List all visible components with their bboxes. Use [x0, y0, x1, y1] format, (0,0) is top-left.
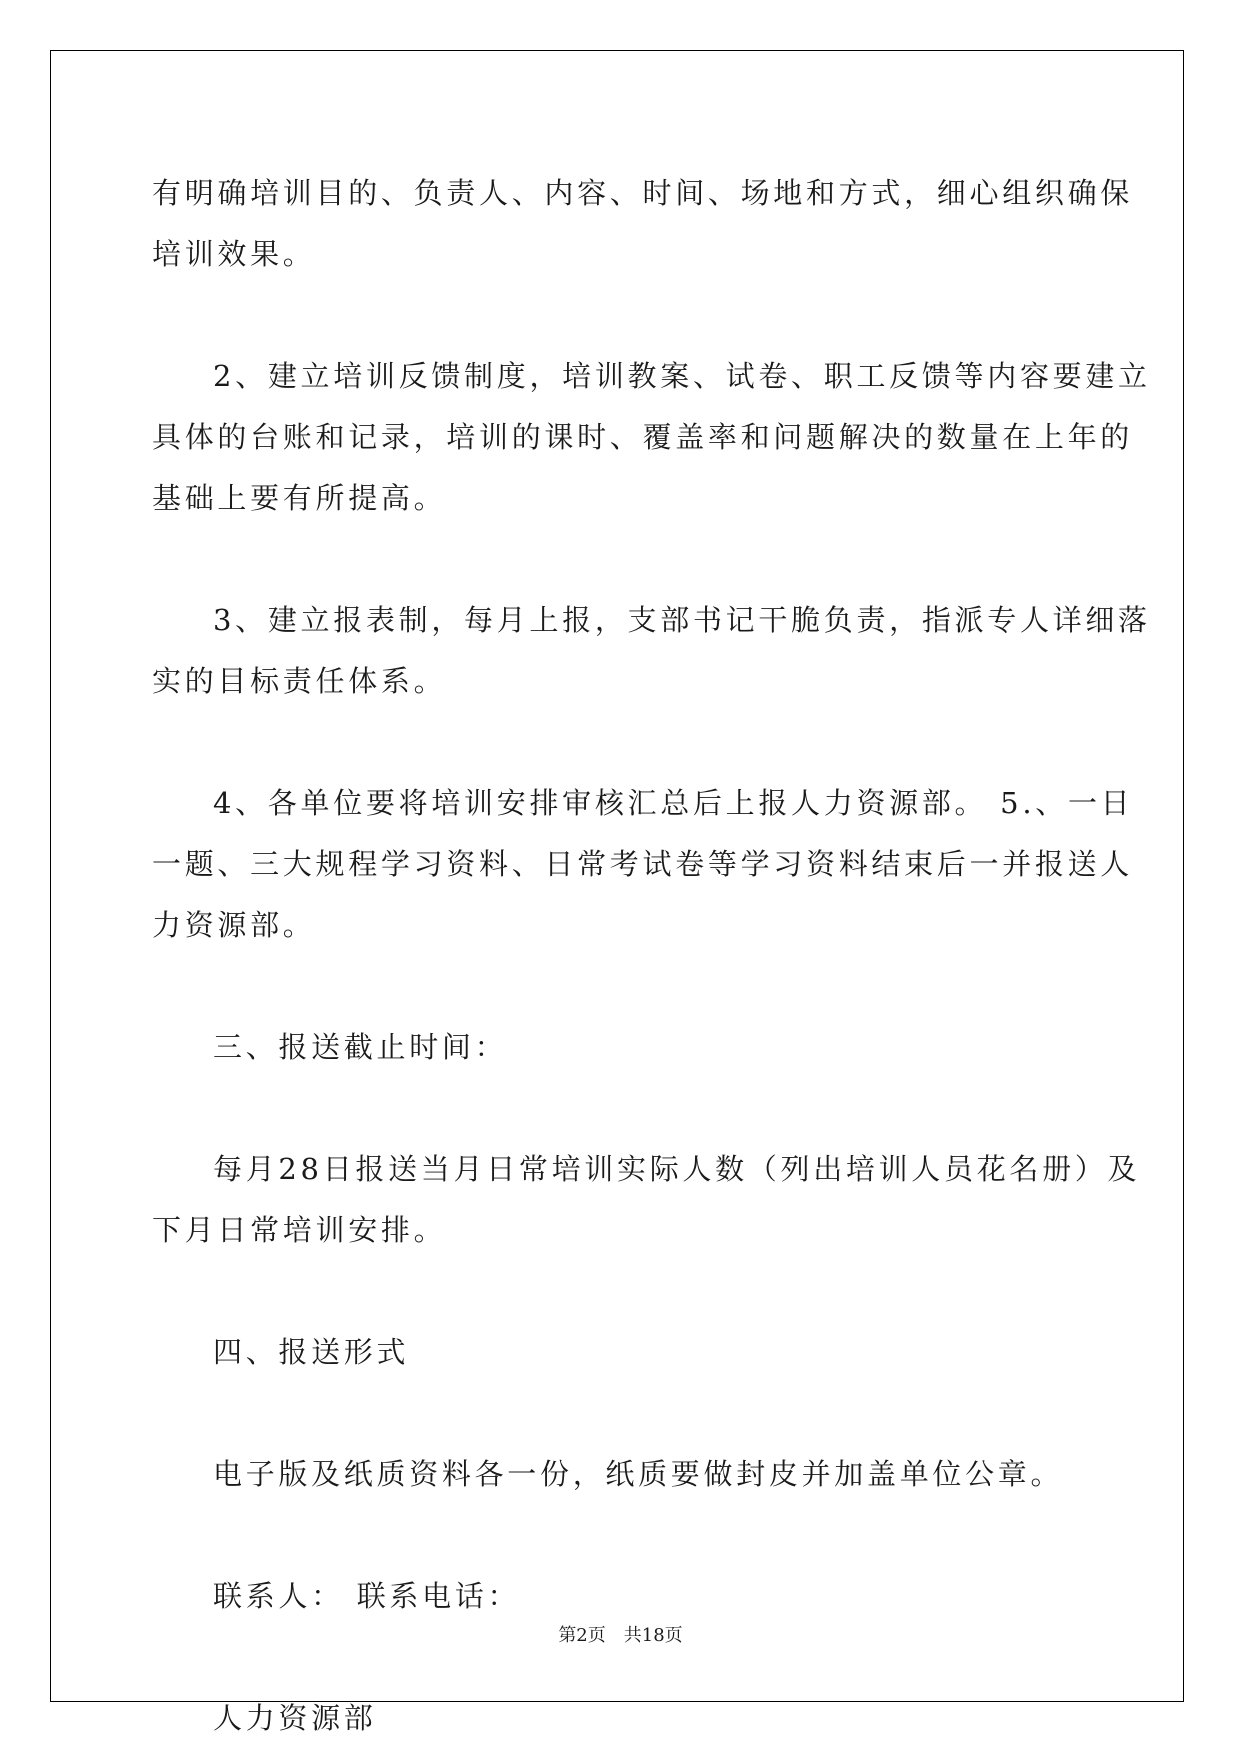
document-body [152, 163, 1151, 1749]
contact-line [152, 1566, 1092, 1627]
page-total: 共18页 [623, 1625, 683, 1646]
heading-deadline [152, 1017, 1092, 1078]
paragraph-line: 4、各单位要将培训安排审核汇总后上报人力资源部。 5.、一日 [213, 786, 1134, 820]
paragraph-item-3 [152, 590, 1151, 712]
paragraph-line: 具体的台账和记录，培训的课时、覆盖率和问题解决的数量在上年的 [152, 420, 1134, 454]
paragraph-deadline [152, 1139, 1141, 1261]
paragraph-training-purpose [152, 163, 1134, 285]
paragraph-line: 每月28日报送当月日常培训实际人数（列出培训人员花名册）及 [213, 1152, 1141, 1186]
paragraph-line: 3、建立报表制，每月上报，支部书记干脆负责，指派专人详细落 [213, 603, 1151, 637]
page-number: 第2页 [558, 1625, 606, 1646]
paragraph-line: 实的目标责任体系。 [152, 664, 447, 698]
page-footer [0, 1621, 1241, 1647]
section-heading: 四、报送形式 [213, 1335, 410, 1369]
department-name: 人力资源部 [213, 1701, 377, 1735]
paragraph-item-2 [152, 346, 1151, 529]
heading-format [152, 1322, 1092, 1383]
paragraph-item-4 [152, 773, 1134, 956]
paragraph-line: 电子版及纸质资料各一份，纸质要做封皮并加盖单位公章。 [213, 1457, 1064, 1491]
contact-text: 联系人： 联系电话： [213, 1579, 521, 1613]
paragraph-line: 有明确培训目的、负责人、内容、时间、场地和方式，细心组织确保 [152, 176, 1134, 210]
paragraph-line: 基础上要有所提高。 [152, 481, 447, 515]
paragraph-line: 下月日常培训安排。 [152, 1213, 447, 1247]
paragraph-line: 一题、三大规程学习资料、日常考试卷等学习资料结束后一并报送人 [152, 847, 1134, 881]
section-heading: 三、报送截止时间： [213, 1030, 508, 1064]
paragraph-line: 培训效果。 [152, 237, 316, 271]
department-signature [152, 1688, 1092, 1749]
paragraph-line: 2、建立培训反馈制度，培训教案、试卷、职工反馈等内容要建立 [213, 359, 1151, 393]
paragraph-line: 力资源部。 [152, 908, 316, 942]
paragraph-format [152, 1444, 1092, 1505]
